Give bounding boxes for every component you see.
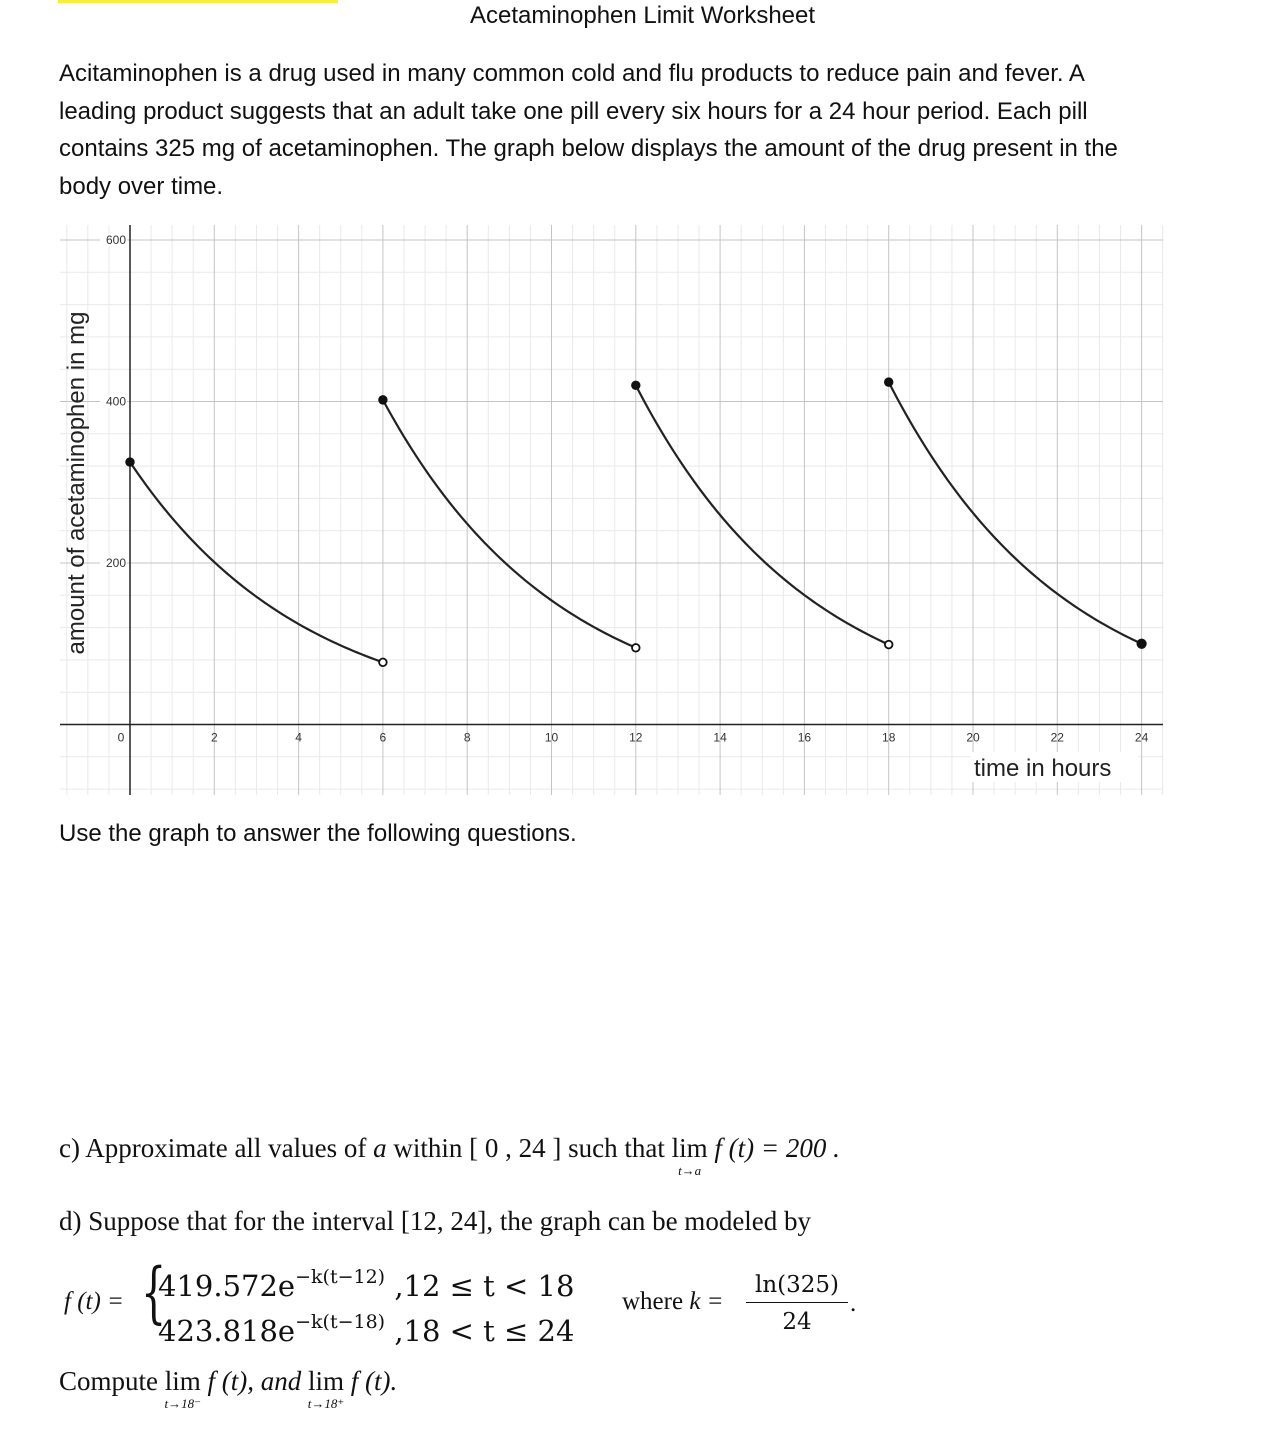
page-title: Acetaminophen Limit Worksheet — [469, 2, 816, 29]
k-denominator: 24 — [782, 1309, 812, 1335]
y-tick-label: 600 — [105, 233, 126, 247]
piece-2: $423.818e^{-k(t-18)}$ ,18 < t ≤ 24 — [158, 1311, 575, 1348]
x-tick-label: 20 — [966, 730, 980, 745]
x-tick-label: 12 — [629, 730, 643, 745]
k-numerator: ln(325) — [746, 1272, 848, 1303]
intro-line: Acitaminophen is a drug used in many common cold and flu products to reduce pain and fever. A — [59, 60, 1085, 87]
question-c-middle: within [ 0 , 24 ] such that — [393, 1133, 665, 1163]
k-period: . — [850, 1290, 857, 1317]
intro-line: leading product suggests that an adult take one pill every six hours for a 24 hour period. Each pill — [59, 97, 1088, 125]
x-tick-label: 22 — [1050, 730, 1064, 745]
closed-endpoint — [1137, 640, 1145, 648]
closed-endpoint — [126, 458, 134, 466]
x-tick-label: 16 — [797, 730, 812, 745]
open-endpoint — [885, 641, 893, 649]
intro-line: body over time. — [59, 172, 224, 200]
axes — [60, 225, 1163, 795]
k-fraction — [746, 1272, 848, 1335]
x-tick-label: 10 — [544, 730, 559, 745]
x-tick-label: 2 — [210, 730, 218, 745]
x-tick-label: 8 — [463, 730, 471, 745]
function-definition-label: f (t) = — [64, 1288, 124, 1315]
closed-endpoint — [379, 396, 387, 404]
closed-endpoint — [632, 381, 640, 389]
x-tick-label: 24 — [1134, 730, 1149, 745]
closed-endpoint — [885, 378, 893, 386]
grid-major — [60, 225, 1163, 795]
right-limit-subscript: t→18⁺ — [307, 1396, 345, 1411]
intro-line: contains 325 mg of acetaminophen. The graph below displays the amount of the drug present in the — [59, 135, 1118, 162]
grid-minor — [60, 225, 1163, 795]
x-tick-label: 4 — [295, 730, 302, 745]
instructions: Use the graph to answer the following questions. — [59, 820, 577, 847]
y-tick-labels — [100, 233, 127, 570]
x-tick-label: 0 — [117, 730, 125, 745]
variable-a: a — [373, 1133, 387, 1163]
x-tick-label: 14 — [713, 730, 727, 745]
right-limit-operator: lim t→18⁺ — [307, 1366, 345, 1411]
piece-1: $419.572e^{-k(t-12)}$ ,12 ≤ t < 18 — [158, 1266, 575, 1303]
compute-question: Compute lim t→18⁻ f (t), and lim t→18⁺ f (t). — [59, 1366, 398, 1411]
y-tick-label: 200 — [105, 556, 126, 570]
open-endpoint — [632, 644, 640, 652]
open-endpoint — [379, 659, 387, 667]
x-axis-label: time in hours — [974, 755, 1112, 782]
x-tick-label: 6 — [379, 730, 387, 745]
piecewise-brace: { — [141, 1254, 167, 1331]
where-k-label: where k = — [622, 1288, 724, 1315]
y-axis-label: amount of acetaminophen in mg — [63, 311, 90, 655]
limit-expression: f (t) = 200 . — [714, 1133, 840, 1163]
limit-operator: lim t→a — [671, 1133, 708, 1178]
question-d: d) Suppose that for the interval [12, 24], the graph can be modeled by — [59, 1206, 812, 1236]
question-c — [59, 1133, 840, 1178]
limit-subscript: t→a — [678, 1163, 702, 1178]
y-tick-label: 400 — [105, 394, 126, 409]
x-tick-label: 18 — [882, 730, 896, 745]
left-limit-subscript: t→18⁻ — [164, 1396, 201, 1411]
left-limit-operator: lim t→18⁻ — [164, 1366, 201, 1411]
question-c-prefix: c) Approximate all values of — [59, 1133, 367, 1163]
